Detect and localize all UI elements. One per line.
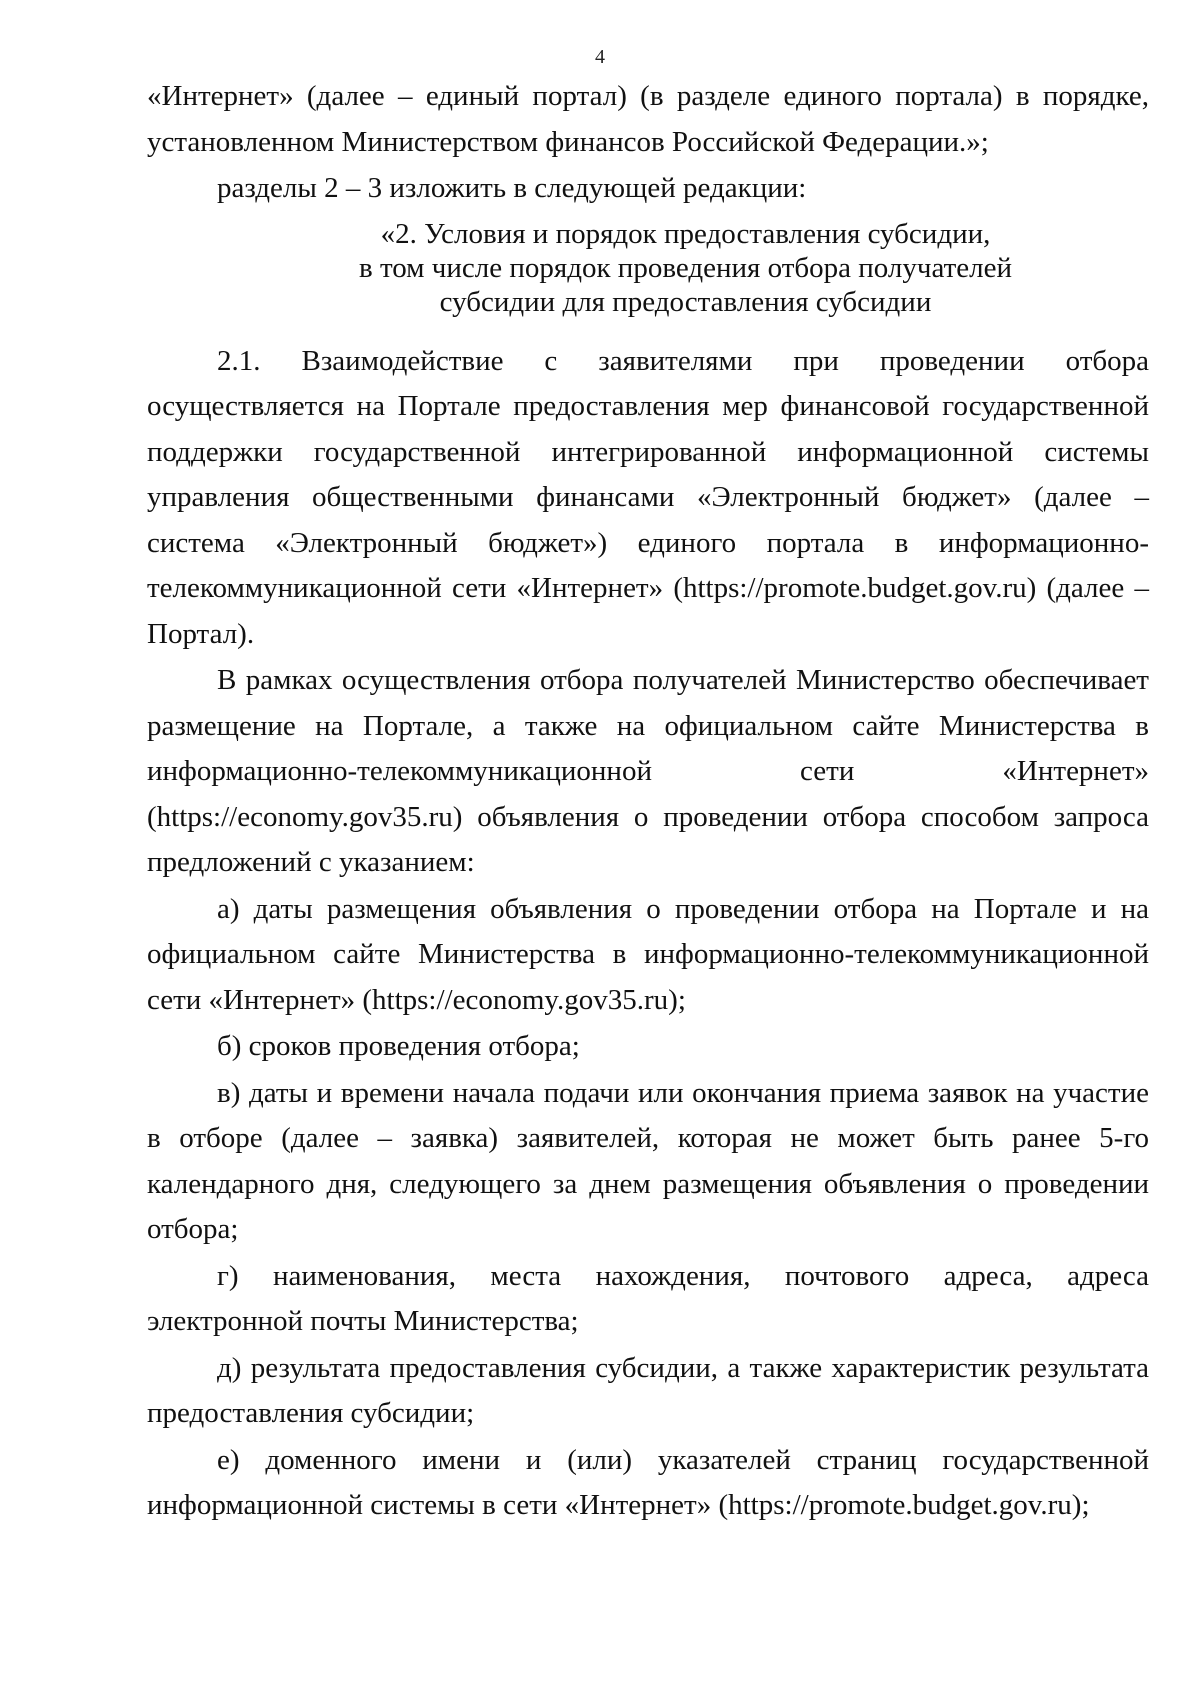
page-number: 4 — [595, 46, 605, 68]
list-item-e: е) доменного имени и (или) указателей страниц государственной информационной системы в сети «Интернет» (https://promote.budget.gov.ru); — [147, 1443, 1149, 1521]
paragraph-selection-announcement: В рамках осуществления отбора получателей Министерство обеспечивает размещение на Портале, а также на официальном сайте Министерства в информационно-телекоммуникационной сети «Интернет» (https://economy.gov35.ru) объявления о проведении отбора способом запроса предложений с указанием: — [147, 664, 1149, 878]
section-heading-line-2: в том числе порядок проведения отбора получателей — [359, 251, 1012, 284]
paragraph-continuation: «Интернет» (далее – единый портал) (в разделе единого портала) в порядке, установленном Министерством финансов Российской Федерации.»; — [147, 80, 1149, 158]
section-heading-line-1: «2. Условия и порядок предоставления субсидии, — [380, 217, 991, 250]
list-item-a: а) даты размещения объявления о проведении отбора на Портале и на официальном сайте Министерства в информационно-телекоммуникационной сети «Интернет» (https://economy.gov35.ru); — [147, 892, 1149, 1016]
list-item-v: в) даты и времени начала подачи или окончания приема заявок на участие в отборе (далее – заявка) заявителей, которая не может быть ранее 5-го календарного дня, следующего за днем размещения объявления о проведении отбора; — [147, 1076, 1149, 1245]
document-body — [147, 74, 1149, 1529]
list-item-b: б) сроков проведения отбора; — [217, 1030, 580, 1062]
paragraph-2-1: 2.1. Взаимодействие с заявителями при проведении отбора осуществляется на Портале предоставления мер финансовой государственной поддержки государственной интегрированной информационной системы управления общественными финансами «Электронный бюджет» (далее – система «Электронный бюджет») единого портала в информационно-телекоммуникационной сети «Интернет» (https://promote.budget.gov.ru) (далее – Портал). — [147, 344, 1149, 650]
section-heading — [147, 217, 1149, 319]
list-item-g: г) наименования, места нахождения, почтового адреса, адреса электронной почты Министерства; — [147, 1259, 1149, 1337]
section-heading-line-3: субсидии для предоставления субсидии — [439, 285, 932, 318]
paragraph-sections-instruction: разделы 2 – 3 изложить в следующей редакции: — [217, 172, 807, 204]
list-item-d: д) результата предоставления субсидии, а также характеристик результата предоставления субсидии; — [147, 1351, 1149, 1429]
